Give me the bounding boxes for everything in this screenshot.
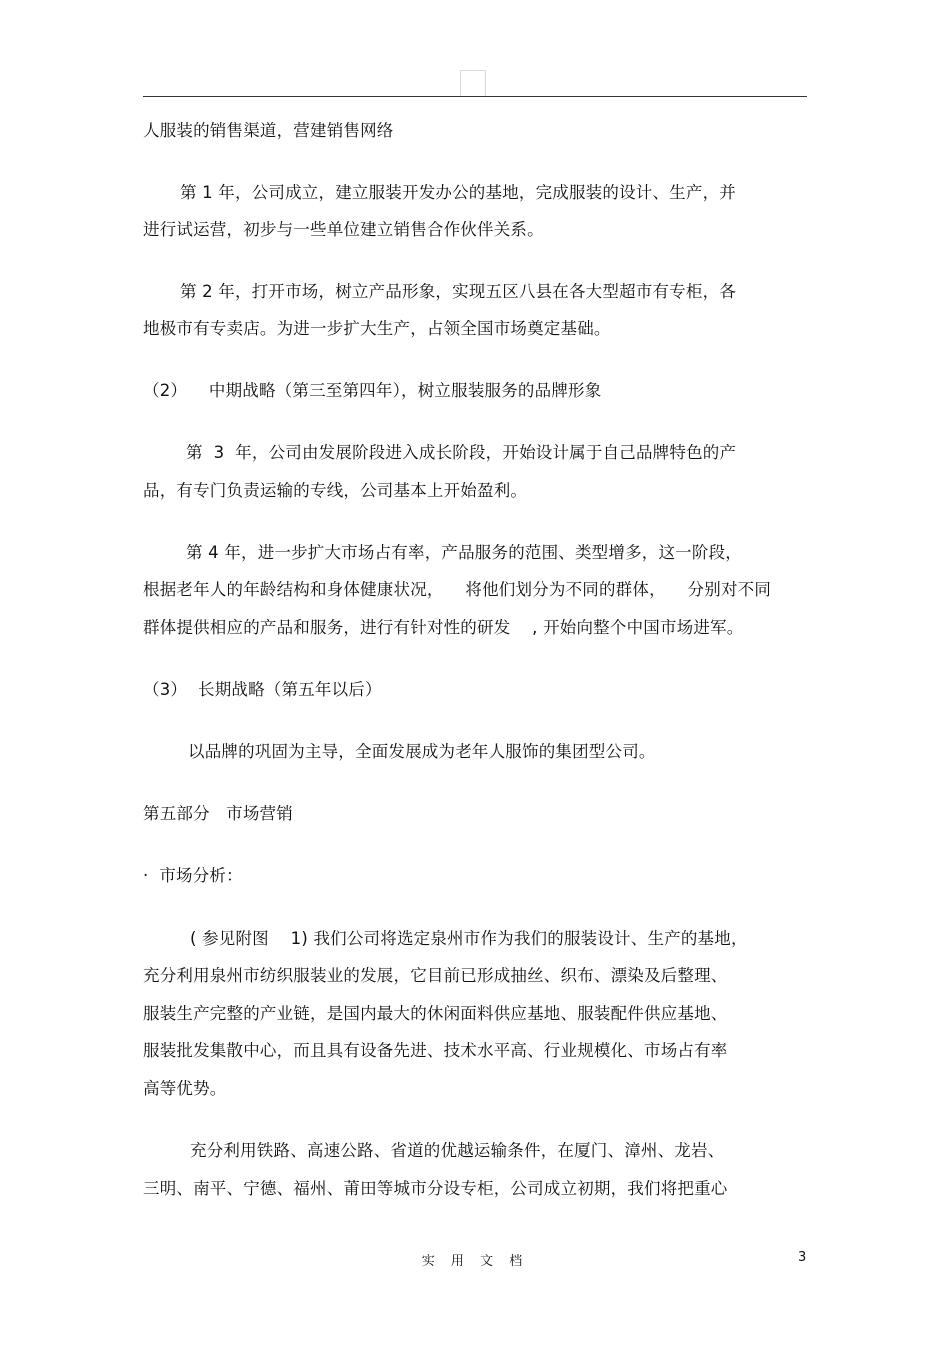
page-number: 3 xyxy=(798,1250,807,1265)
part-heading: 第五部分 市场营销 xyxy=(143,804,293,823)
text-line: 人服装的销售渠道，营建销售网络 xyxy=(143,121,394,140)
text-line: 第 1 年，公司成立，建立服装开发办公的基地，完成服装的设计、生产，并 xyxy=(180,183,736,202)
text-line: 服装生产完整的产业链，是国内最大的休闲面料供应基地、服装配件供应基地、 xyxy=(143,1004,728,1023)
text-line: 品，有专门负责运输的专线，公司基本上开始盈利。 xyxy=(143,481,528,500)
text-line: 以品牌的巩固为主导，全面发展成为老年人服饰的集团型公司。 xyxy=(188,742,656,761)
bullet-heading: · 市场分析： xyxy=(143,866,243,885)
section-heading: （2） 中期战略（第三至第四年），树立服装服务的品牌形象 xyxy=(143,381,602,400)
text-line: 群体提供相应的产品和服务，进行有针对性的研发 , 开始向整个中国市场进军。 xyxy=(143,618,744,637)
text-line: 充分利用泉州市纺织服装业的发展，它目前已形成抽丝、织布、漂染及后整理、 xyxy=(143,966,728,985)
text-line: 充分利用铁路、高速公路、省道的优越运输条件，在厦门、漳州、龙岩、 xyxy=(190,1141,725,1160)
text-line: 第 4 年，进一步扩大市场占有率，产品服务的范围、类型增多，这一阶段， xyxy=(186,543,742,562)
text-line: 三明、南平、宁德、福州、莆田等城市分设专柜，公司成立初期，我们将把重心 xyxy=(143,1179,728,1198)
header-box xyxy=(460,70,486,96)
text-line: ( 参见附图 1) 我们公司将选定泉州市作为我们的服装设计、生产的基地， xyxy=(190,929,748,948)
footer-label: 实 用 文 档 xyxy=(421,1254,529,1269)
section-heading: （3） 长期战略（第五年以后） xyxy=(143,680,382,699)
header-rule xyxy=(143,96,807,97)
text-line: 根据老年人的年龄结构和身体健康状况， 将他们划分为不同的群体， 分别对不同 xyxy=(143,580,772,599)
text-line: 第 2 年，打开市场，树立产品形象，实现五区八县在各大型超市有专柜，各 xyxy=(180,282,736,301)
text-line: 高等优势。 xyxy=(143,1079,227,1098)
text-line: 服装批发集散中心，而且具有设备先进、技术水平高、行业规模化、市场占有率 xyxy=(143,1041,728,1060)
text-line: 第 3 年，公司由发展阶段进入成长阶段，开始设计属于自己品牌特色的产 xyxy=(186,443,737,462)
text-line: 进行试运营，初步与一些单位建立销售合作伙伴关系。 xyxy=(143,220,544,239)
text-line: 地极市有专卖店。为进一步扩大生产，占领全国市场奠定基础。 xyxy=(143,319,611,338)
